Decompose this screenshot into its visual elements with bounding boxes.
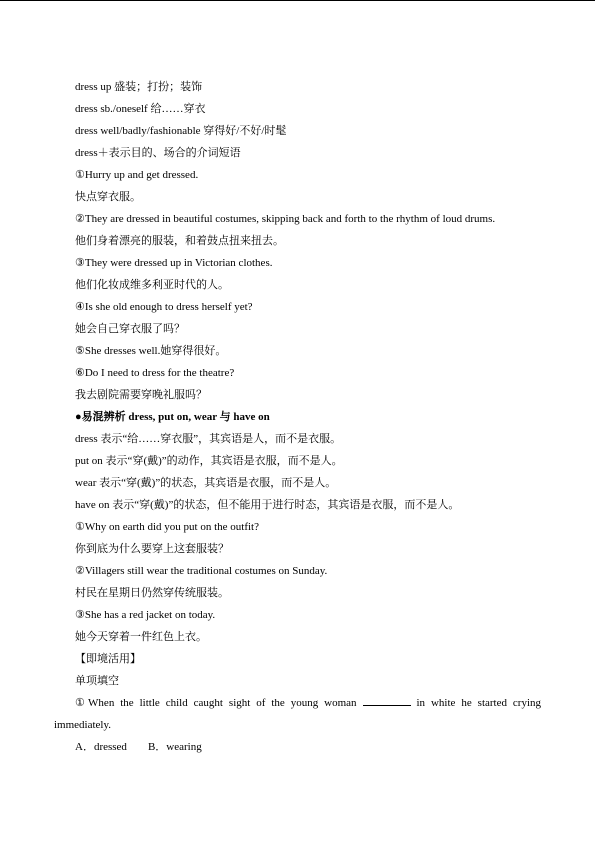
question-line	[0, 692, 595, 714]
confusion-heading: ●易混辨析 dress, put on, wear 与 have on	[75, 411, 270, 423]
document-page	[0, 76, 595, 758]
vocab-line: dress up 盛装；打扮；装饰	[75, 81, 203, 93]
example-zh: 他们身着漂亮的服装，和着鼓点扭来扭去。	[75, 235, 284, 247]
confusion-example-en: ①Why on earth did you put on the outfit?	[75, 521, 259, 533]
answer-blank[interactable]	[363, 695, 411, 706]
confusion-example-zh: 她今天穿着一件红色上衣。	[75, 631, 207, 643]
practice-type: 单项填空	[75, 675, 119, 687]
vocab-line: dress＋表示目的、场合的介词短语	[75, 147, 241, 159]
confusion-line: put on 表示“穿(戴)”的动作，其宾语是衣服，而不是人。	[75, 455, 343, 467]
question-continuation: immediately.	[54, 719, 112, 731]
option-a[interactable]: A．dressed	[75, 741, 127, 753]
example-zh: 他们化妆成维多利亚时代的人。	[75, 279, 229, 291]
example-en: ③They were dressed up in Victorian clothes.	[75, 257, 273, 269]
question-text: in white he started crying	[416, 697, 542, 709]
header-rule	[0, 0, 595, 1]
vocab-line: dress well/badly/fashionable 穿得好/不好/时髦	[75, 125, 287, 137]
confusion-line: dress 表示“给……穿衣服”，其宾语是人，而不是衣服。	[75, 433, 342, 445]
confusion-example-en: ③She has a red jacket on today.	[75, 609, 216, 621]
example-zh: 快点穿衣服。	[75, 191, 141, 203]
example-line: ⑤She dresses well.她穿得很好。	[75, 345, 227, 357]
confusion-line: wear 表示“穿(戴)”的状态，其宾语是衣服，而不是人。	[75, 477, 337, 489]
confusion-line: have on 表示“穿(戴)”的状态，但不能用于进行时态，其宾语是衣服，而不是人。	[75, 499, 460, 511]
example-zh: 她会自己穿衣服了吗？	[75, 323, 185, 335]
option-b[interactable]: B．wearing	[147, 741, 202, 753]
confusion-example-en: ②Villagers still wear the traditional costumes on Sunday.	[75, 565, 328, 577]
options-line	[0, 736, 595, 758]
confusion-example-zh: 村民在星期日仍然穿传统服装。	[75, 587, 229, 599]
example-en: ⑥Do I need to dress for the theatre?	[75, 367, 235, 379]
example-en: ④Is she old enough to dress herself yet?	[75, 301, 253, 313]
vocab-line: dress sb./oneself 给……穿衣	[75, 103, 206, 115]
example-en: ②They are dressed in beautiful costumes, skipping back and forth to the rhythm of loud drums.	[75, 213, 496, 225]
practice-heading: 【即境活用】	[75, 653, 141, 665]
example-zh: 我去剧院需要穿晚礼服吗？	[75, 389, 207, 401]
confusion-example-zh: 你到底为什么要穿上这套服装？	[75, 543, 229, 555]
question-text: ①When the little child caught sight of the young woman	[75, 697, 357, 709]
example-en: ①Hurry up and get dressed.	[75, 169, 199, 181]
